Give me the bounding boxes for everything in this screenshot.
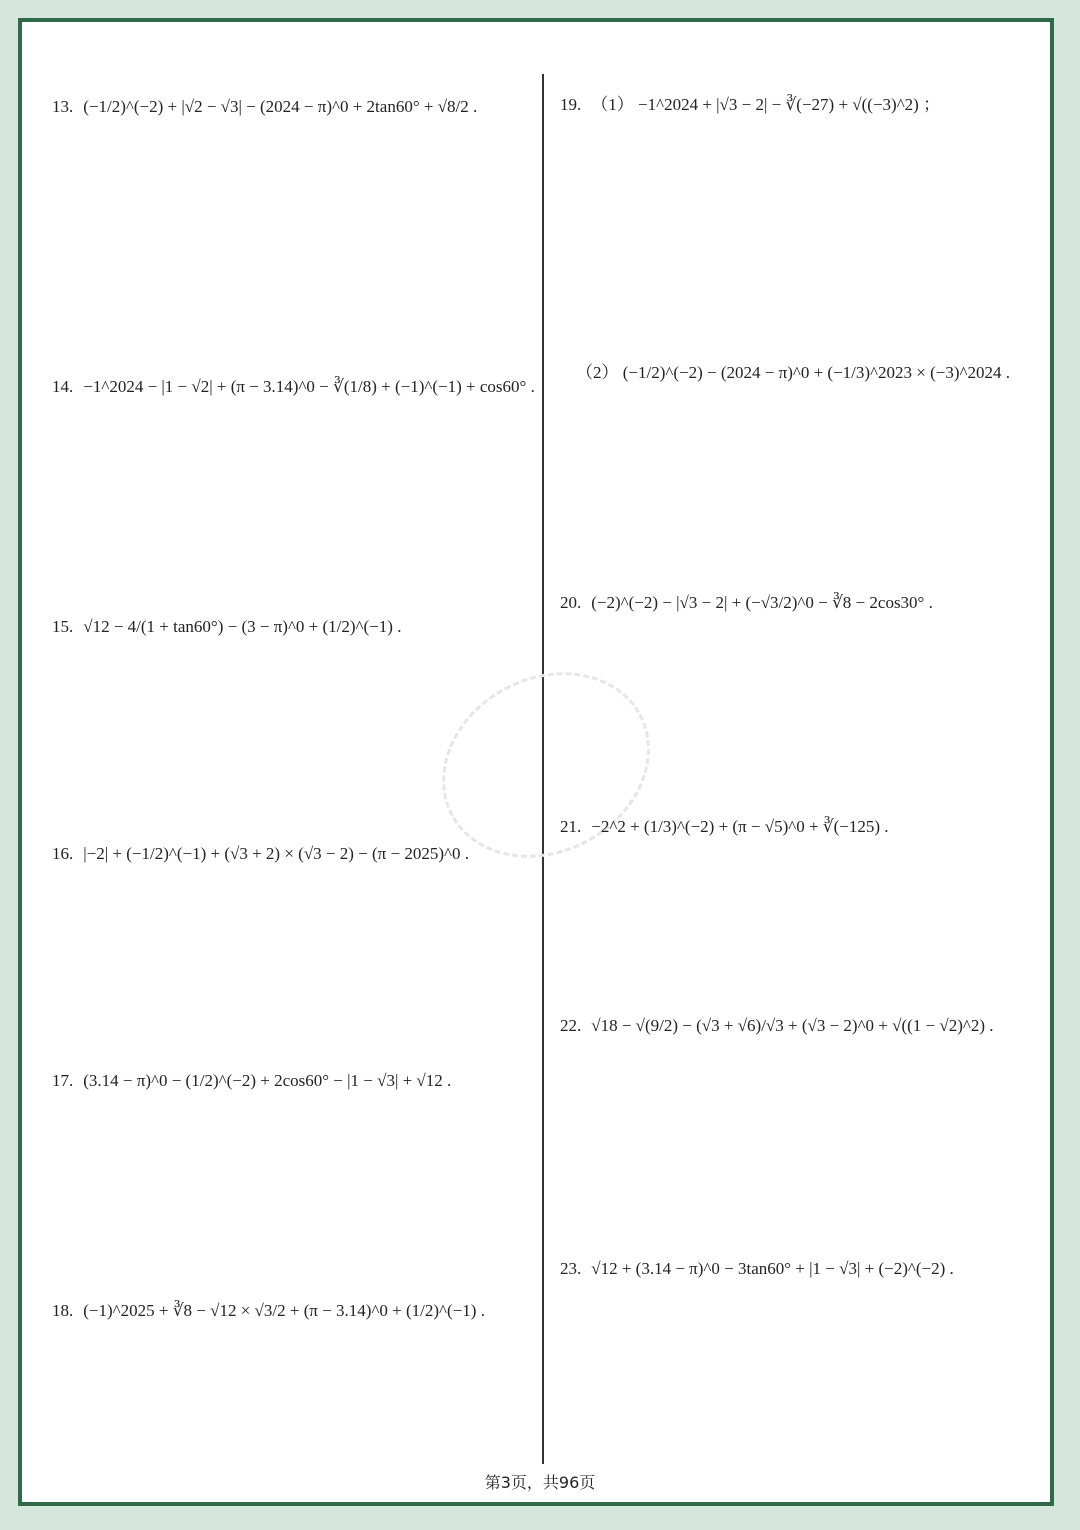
problem-expression: (−1)^2025 + ∛8 − √12 × √3/2 + (π − 3.14)^0 + (1/2)^(−1) . bbox=[83, 1301, 485, 1320]
problem-expression: （1） −1^2024 + |√3 − 2| − ∛(−27) + √((−3)^2) ； bbox=[591, 95, 941, 114]
problem-20 bbox=[560, 594, 933, 611]
problem-number: 16. bbox=[52, 844, 74, 863]
problem-expression: (3.14 − π)^0 − (1/2)^(−2) + 2cos60° − |1 − √3| + √12 . bbox=[83, 1071, 452, 1090]
problem-expression: (−2)^(−2) − |√3 − 2| + (−√3/2)^0 − ∛8 − 2cos30° . bbox=[591, 593, 933, 612]
problem-number: 14. bbox=[52, 377, 74, 396]
problem-number: 23. bbox=[560, 1259, 582, 1278]
problem-22 bbox=[560, 1017, 994, 1034]
problem-number: 19. bbox=[560, 95, 582, 114]
problem-expression: √12 − 4/(1 + tan60°) − (3 − π)^0 + (1/2)^(−1) . bbox=[83, 617, 402, 636]
problem-number: 18. bbox=[52, 1301, 74, 1320]
problem-expression: √12 + (3.14 − π)^0 − 3tan60° + |1 − √3| + (−2)^(−2) . bbox=[591, 1259, 954, 1278]
problem-17 bbox=[52, 1072, 451, 1089]
problem-18 bbox=[52, 1302, 485, 1319]
problem-expression: √18 − √(9/2) − (√3 + √6)/√3 + (√3 − 2)^0 + √((1 − √2)^2) . bbox=[591, 1016, 994, 1035]
problem-expression: |−2| + (−1/2)^(−1) + (√3 + 2) × (√3 − 2) − (π − 2025)^0 . bbox=[83, 844, 469, 863]
problem-expression: （2） (−1/2)^(−2) − (2024 − π)^0 + (−1/3)^2023 × (−3)^2024 . bbox=[576, 363, 1010, 382]
problem-expression: −2^2 + (1/3)^(−2) + (π − √5)^0 + ∛(−125) . bbox=[591, 817, 889, 836]
problem-number: 22. bbox=[560, 1016, 582, 1035]
problem-number: 13. bbox=[52, 97, 74, 116]
problem-19-part-1 bbox=[560, 96, 940, 113]
page-footer: 第3页，共96页 bbox=[484, 1473, 596, 1492]
problem-21 bbox=[560, 818, 889, 835]
problem-expression: (−1/2)^(−2) + |√2 − √3| − (2024 − π)^0 + 2tan60° + √8/2 . bbox=[83, 97, 478, 116]
problem-number: 17. bbox=[52, 1071, 74, 1090]
problem-14 bbox=[52, 378, 535, 395]
problem-number: 15. bbox=[52, 617, 74, 636]
problem-number: 20. bbox=[560, 593, 582, 612]
problem-expression: −1^2024 − |1 − √2| + (π − 3.14)^0 − ∛(1/8) + (−1)^(−1) + cos60° . bbox=[83, 377, 535, 396]
problem-23 bbox=[560, 1260, 954, 1277]
problem-19-part-2 bbox=[566, 364, 1010, 381]
problem-number: 21. bbox=[560, 817, 582, 836]
problem-15 bbox=[52, 618, 401, 635]
worksheet-page bbox=[18, 18, 1054, 1506]
problem-13 bbox=[52, 98, 477, 115]
problem-16 bbox=[52, 845, 469, 862]
